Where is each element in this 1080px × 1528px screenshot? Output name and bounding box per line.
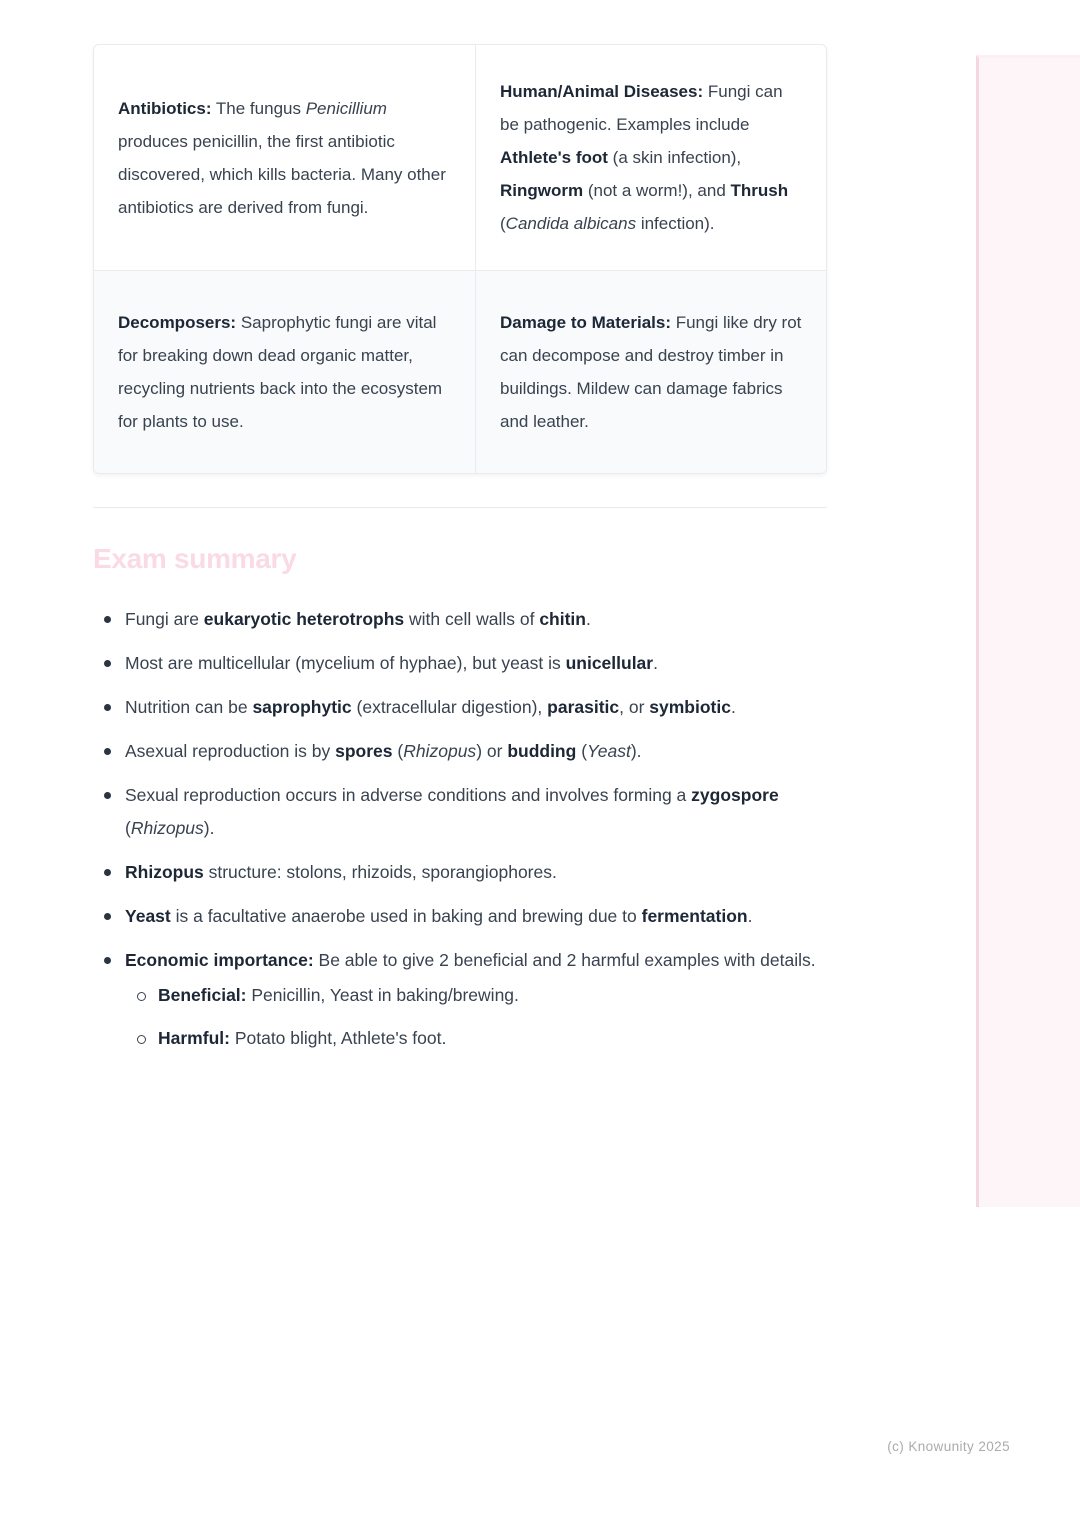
table-cell-text: Human/Animal Diseases: Fungi can be pathogenic. Examples include Athlete's foot (a skin infection), Ringworm (not a worm!), and Thrush (Candida albicans infection). (500, 82, 789, 233)
table-cell-damage-to-materials (476, 271, 827, 473)
table-cell-antibiotics (94, 45, 476, 271)
bullet-text: Rhizopus structure: stolons, rhizoids, sporangiophores. (125, 862, 557, 882)
summary-bullet (93, 647, 835, 680)
summary-sub-bullet (125, 1022, 835, 1055)
table-cell-text: Damage to Materials: Fungi like dry rot can decompose and destroy timber in buildings. Mildew can damage fabrics and leather. (500, 313, 802, 431)
bullet-text: Nutrition can be saprophytic (extracellular digestion), parasitic, or symbiotic. (125, 697, 736, 717)
summary-sub-bullet (125, 979, 835, 1012)
table-cell-text: Antibiotics: The fungus Penicillium produces penicillin, the first antibiotic discovered, which kills bacteria. Many other antibiotics are derived from fungi. (118, 98, 446, 217)
exam-summary-heading: Exam summary (93, 543, 297, 574)
table-cell-human-animal-diseases (476, 45, 827, 271)
table-cell-decomposers (94, 271, 476, 473)
summary-bullet (93, 900, 835, 933)
summary-bullet (93, 691, 835, 724)
bullet-text: Asexual reproduction is by spores (Rhizopus) or budding (Yeast). (125, 741, 642, 761)
bullet-text: Yeast is a facultative anaerobe used in baking and brewing due to fermentation. (125, 906, 753, 926)
summary-bullet (93, 603, 835, 636)
bullet-text: Sexual reproduction occurs in adverse conditions and involves forming a zygospore (Rhizopus). (125, 785, 779, 838)
bullet-text: Most are multicellular (mycelium of hyphae), but yeast is unicellular. (125, 653, 658, 673)
sub-bullet-text: Harmful: Potato blight, Athlete's foot. (158, 1028, 447, 1048)
summary-bullet (93, 856, 835, 889)
bullet-text: Economic importance: Be able to give 2 beneficial and 2 harmful examples with details. (125, 950, 816, 970)
copyright-footer: (c) Knowunity 2025 (887, 1439, 1010, 1454)
economic-importance-table (93, 44, 827, 474)
section-divider (93, 507, 827, 508)
summary-list (93, 603, 835, 1066)
sub-bullet-text: Beneficial: Penicillin, Yeast in baking/brewing. (158, 985, 519, 1005)
bullet-text: Fungi are eukaryotic heterotrophs with cell walls of chitin. (125, 609, 591, 629)
summary-sub-list (125, 979, 835, 1055)
summary-bullet (93, 735, 835, 768)
table-cell-text: Decomposers: Saprophytic fungi are vital for breaking down dead organic matter, recycling nutrients back into the ecosystem for plants to use. (118, 313, 443, 431)
next-page-edge-strip (976, 55, 1080, 1207)
summary-bullet (93, 779, 835, 845)
summary-bullet (93, 944, 835, 1055)
